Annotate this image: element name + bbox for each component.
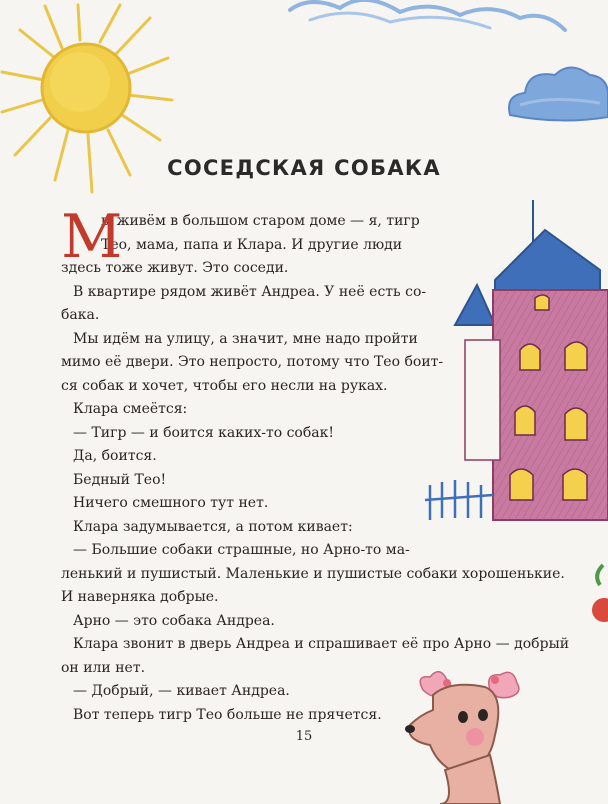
text-line: мимо её двери. Это непросто, потому что Тео боит- (61, 354, 444, 370)
text-line: бака. (61, 307, 100, 323)
text-line: Вот теперь тигр Тео больше не прячется. (73, 706, 382, 723)
drop-cap: М (61, 202, 123, 272)
text-line: он или нет. (61, 659, 146, 676)
cloud-illustration (500, 55, 608, 135)
text-line: — Большие собаки страшные, но Арно-то ма- (73, 542, 410, 558)
text-line: ся собак и хочет, чтобы его несли на руках. (61, 377, 388, 394)
text-line: ы живём в большом старом доме — я, тигр (101, 213, 420, 229)
text-line: Клара звонит в дверь Андреа и спрашивает её про Арно — добрый (73, 636, 570, 652)
text-line: В квартире рядом живёт Андреа. У неё есть со- (73, 283, 427, 300)
flower-illustration (588, 560, 608, 640)
text-line: Бедный Тео! (73, 471, 167, 488)
text-line: — Тигр — и боится каких-то собак! (73, 424, 335, 441)
text-line: здесь тоже живут. Это соседи. (61, 260, 289, 276)
cloud-illustration (270, 0, 570, 60)
page-number: 15 (295, 729, 313, 744)
chapter-text (61, 202, 570, 727)
text-line: Клара задумывается, а потом кивает: (73, 518, 353, 535)
text-line: Тео, мама, папа и Клара. И другие люди (101, 236, 403, 253)
text-line: Клара смеётся: (73, 401, 188, 417)
text-line: Арно — это собака Андреа. (73, 612, 275, 629)
text-line: Ничего смешного тут нет. (73, 495, 269, 511)
text-line: И наверняка добрые. (61, 589, 219, 605)
text-line: Да, боится. (73, 448, 157, 464)
text-line: — Добрый, — кивает Андреа. (73, 683, 290, 699)
text-line: ленький и пушистый. Маленькие и пушистые собаки хорошенькие. (61, 565, 565, 582)
chapter-title: СОСЕДСКАЯ СОБАКА (167, 156, 441, 180)
text-line: Мы идём на улицу, а значит, мне надо пройти (73, 330, 418, 347)
